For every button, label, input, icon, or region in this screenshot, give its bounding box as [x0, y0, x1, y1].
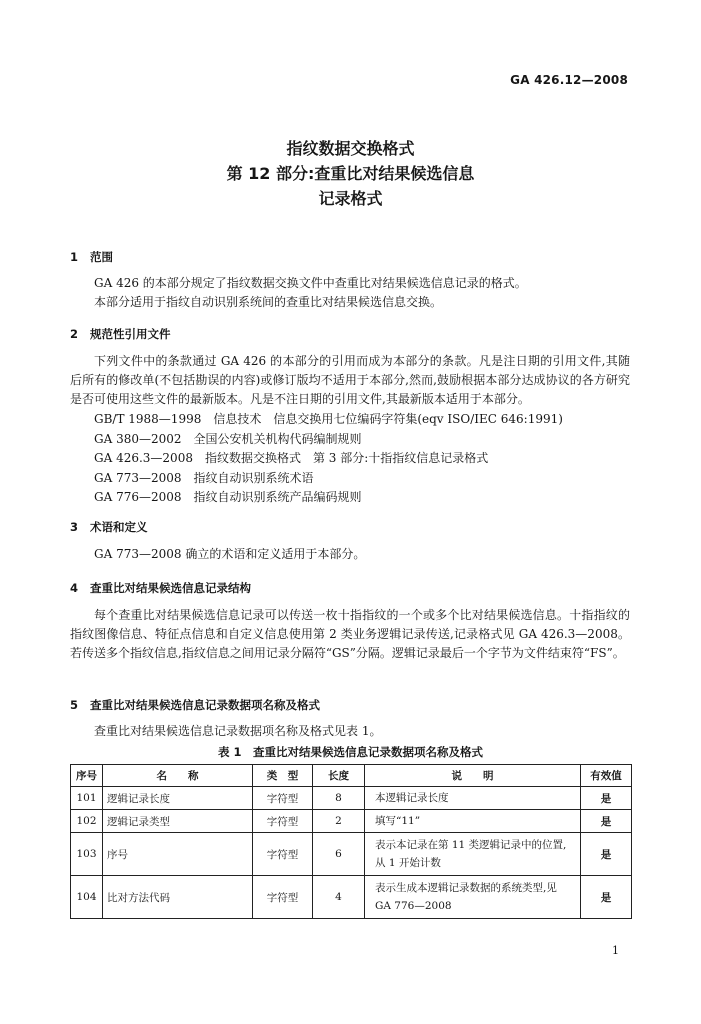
section-number: 2	[70, 327, 79, 341]
column-header-desc: 说 明	[365, 765, 581, 787]
column-header-length: 长度	[313, 765, 365, 787]
section-title: 查重比对结果候选信息记录结构	[90, 581, 251, 595]
page-number: 1	[612, 944, 619, 957]
column-header-seq: 序号	[71, 765, 103, 787]
section-5-body	[70, 722, 630, 741]
reference-item: GA 380—2002 全国公安机关机构代码编制规则	[94, 431, 362, 446]
section-number: 3	[70, 520, 79, 534]
section-3-heading	[70, 519, 148, 535]
paragraph: 本部分适用于指纹自动识别系统间的查重比对结果候选信息交换。	[94, 295, 443, 309]
paragraph: GA 426 的本部分规定了指纹数据交换文件中查重比对结果候选信息记录的格式。	[94, 276, 527, 290]
section-title: 查重比对结果候选信息记录数据项名称及格式	[90, 698, 320, 712]
section-number: 1	[70, 250, 79, 264]
cell-length: 8	[313, 787, 365, 810]
cell-name: 比对方法代码	[103, 876, 253, 919]
table-row	[71, 876, 632, 919]
section-1-heading	[70, 249, 113, 265]
cell-valid: 是	[581, 833, 632, 876]
cell-valid: 是	[581, 876, 632, 919]
cell-name: 逻辑记录长度	[103, 787, 253, 810]
data-items-table	[70, 764, 632, 919]
cell-type: 字符型	[253, 810, 313, 833]
cell-length: 4	[313, 876, 365, 919]
cell-desc: 表示生成本逻辑记录数据的系统类型,见 GA 776—2008	[365, 876, 581, 919]
cell-length: 6	[313, 833, 365, 876]
document-title	[0, 136, 701, 211]
table-row	[71, 787, 632, 810]
reference-item: GA 773—2008 指纹自动识别系统术语	[94, 470, 314, 485]
title-line-3: 记录格式	[318, 189, 383, 208]
title-line-1: 指纹数据交换格式	[286, 139, 415, 158]
cell-seq: 104	[71, 876, 103, 919]
reference-item: GA 426.3—2008 指纹数据交换格式 第 3 部分:十指指纹信息记录格式	[94, 451, 489, 465]
section-3-body	[70, 545, 630, 564]
table-row	[71, 833, 632, 876]
cell-desc: 表示本记录在第 11 类逻辑记录中的位置,从 1 开始计数	[365, 833, 581, 876]
column-header-name: 名 称	[103, 765, 253, 787]
reference-item: GA 776—2008 指纹自动识别系统产品编码规则	[94, 490, 362, 504]
cell-valid: 是	[581, 787, 632, 810]
cell-type: 字符型	[253, 876, 313, 919]
cell-length: 2	[313, 810, 365, 833]
title-line-2: 第 12 部分:查重比对结果候选信息	[226, 164, 475, 183]
section-title: 术语和定义	[90, 520, 148, 534]
cell-desc: 本逻辑记录长度	[365, 787, 581, 810]
cell-seq: 103	[71, 833, 103, 876]
section-4-heading	[70, 580, 251, 596]
cell-type: 字符型	[253, 833, 313, 876]
section-4-body: 每个查重比对结果候选信息记录可以传送一枚十指指纹的一个或多个比对结果候选信息。十指指纹的指纹图像信息、特征点信息和自定义信息使用第 2 类业务逻辑记录传送,记录格式见 GA 426.3—2008。若传送多个指纹信息,指纹信息之间用记录分隔符“GS”分隔。逻辑记录最后一个字节为文件结束符“FS”。	[70, 608, 630, 660]
column-header-valid: 有效值	[581, 765, 632, 787]
cell-seq: 101	[71, 787, 103, 810]
cell-name: 逻辑记录类型	[103, 810, 253, 833]
section-2-heading	[70, 326, 171, 342]
paragraph: 查重比对结果候选信息记录数据项名称及格式见表 1。	[94, 724, 382, 738]
section-title: 规范性引用文件	[90, 327, 171, 341]
table-header-row	[71, 765, 632, 787]
column-header-type: 类 型	[253, 765, 313, 787]
cell-name: 序号	[103, 833, 253, 876]
section-1-body	[70, 274, 630, 312]
section-5-heading	[70, 697, 320, 713]
reference-item: GB/T 1988—1998 信息技术 信息交换用七位编码字符集(eqv ISO/IEC 646:1991)	[94, 412, 563, 426]
cell-seq: 102	[71, 810, 103, 833]
standard-code: GA 426.12—2008	[510, 73, 628, 87]
section-title: 范围	[90, 250, 113, 264]
section-number: 5	[70, 698, 79, 712]
table-caption: 表 1 查重比对结果候选信息记录数据项名称及格式	[217, 745, 483, 759]
section-number: 4	[70, 581, 79, 595]
cell-type: 字符型	[253, 787, 313, 810]
cell-desc: 填写“11”	[365, 810, 581, 833]
normative-references-list	[94, 410, 563, 508]
section-2-intro: 下列文件中的条款通过 GA 426 的本部分的引用而成为本部分的条款。凡是注日期的引用文件,其随后所有的修改单(不包括勘误的内容)或修订版均不适用于本部分,然而,鼓励根据本部分达成协议的各方研究是否可使用这些文件的最新版本。凡是不注日期的引用文件,其最新版本适用于本部分。	[70, 354, 630, 406]
table-row	[71, 810, 632, 833]
paragraph: GA 773—2008 确立的术语和定义适用于本部分。	[94, 547, 366, 561]
cell-valid: 是	[581, 810, 632, 833]
